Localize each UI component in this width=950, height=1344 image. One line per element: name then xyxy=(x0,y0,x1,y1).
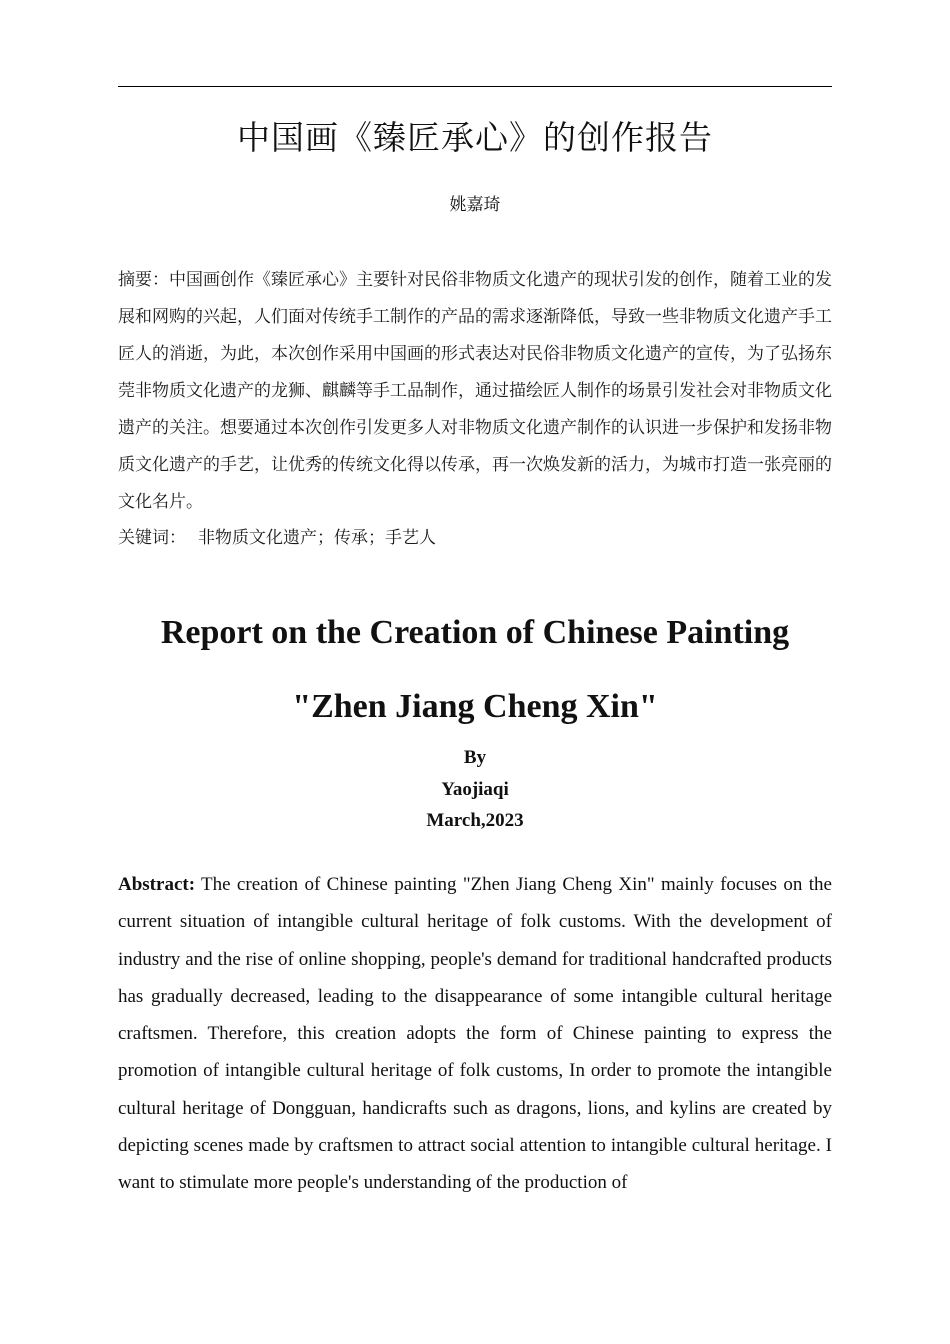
chinese-keywords-value: 非物质文化遗产；传承；手艺人 xyxy=(198,528,436,548)
english-by: By xyxy=(463,747,487,768)
english-byline xyxy=(118,742,832,837)
chinese-keywords-label: 关键词： xyxy=(118,528,186,548)
chinese-author: 姚嘉琦 xyxy=(449,195,501,215)
english-abstract xyxy=(118,866,832,1202)
english-title xyxy=(100,596,850,744)
chinese-abstract-label: 摘要： xyxy=(118,270,169,290)
header-rule xyxy=(118,86,832,87)
chinese-abstract xyxy=(118,262,832,521)
english-title-line1: Report on the Creation of Chinese Painting xyxy=(160,614,790,651)
english-abstract-label: Abstract: xyxy=(118,874,196,895)
english-author: Yaojiaqi xyxy=(441,778,509,800)
english-title-line2: "Zhen Jiang Cheng Xin" xyxy=(292,688,658,725)
english-date: March,2023 xyxy=(426,810,524,831)
english-abstract-text: The creation of Chinese painting "Zhen Jiang Cheng Xin" mainly focuses on the current situation of intangible cultural heritage of folk customs. With the development of industry and the rise of online shopping, people's demand for traditional handcrafted products has gradually decreased, leading to the disappearance of some intangible cultural heritage craftsmen. Therefore, this creation adopts the form of Chinese painting to express the promotion of intangible cultural heritage of folk customs, In order to promote the intangible cultural heritage of Dongguan, handicrafts such as dragons, lions, and kylins are created by depicting scenes made by craftsmen to attract social attention to intangible cultural heritage. I want to stimulate more people's understanding of the production of xyxy=(118,874,832,1194)
chinese-title: 中国画《臻匠承心》的创作报告 xyxy=(237,118,713,157)
chinese-keywords xyxy=(118,523,832,553)
chinese-abstract-text: 中国画创作《臻匠承心》主要针对民俗非物质文化遗产的现状引发的创作，随着工业的发展和网购的兴起，人们面对传统手工制作的产品的需求逐渐降低，导致一些非物质文化遗产手工匠人的消逝，为此，本次创作采用中国画的形式表达对民俗非物质文化遗产的宣传，为了弘扬东莞非物质文化遗产的龙狮、麒麟等手工品制作，通过描绘匠人制作的场景引发社会对非物质文化遗产的关注。想要通过本次创作引发更多人对非物质文化遗产制作的认识进一步保护和发扬非物质文化遗产的手艺，让优秀的传统文化得以传承，再一次焕发新的活力，为城市打造一张亮丽的文化名片。 xyxy=(118,270,832,512)
